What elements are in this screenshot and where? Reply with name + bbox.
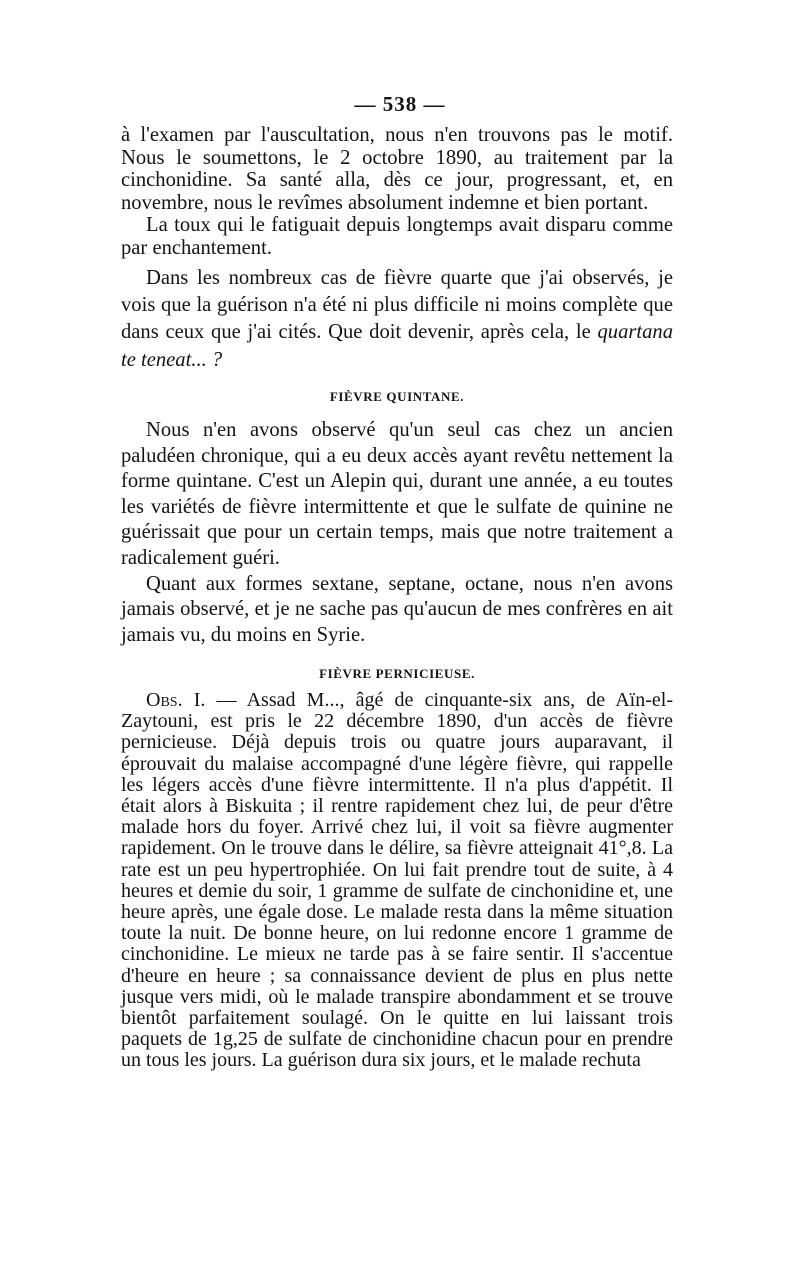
paragraph-other-forms: Quant aux formes sextane, septane, octane, nous n'en avons jamais observé, et je ne sache pas qu'aucun de mes confrères en ait jamais vu, du moins en Syrie. (121, 572, 673, 646)
page-number: — 538 — (354, 92, 446, 116)
paragraph-quintane-case: Nous n'en avons observé qu'un seul cas chez un ancien paludéen chronique, qui a eu deux accès ayant revêtu nettement la forme quintane. C'est un Alepin qui, durant une année, a eu toutes les variétés de fièvre intermittente et que le sulfate de quinine ne guérissait que pour un certain temps, mais que notre traitement a radicalement guéri. (121, 419, 673, 569)
section-heading-quintane: FIÈVRE QUINTANE. (329, 389, 465, 404)
paragraph-toux: La toux qui le fatiguait depuis longtemps avait disparu comme par enchantement. (121, 214, 673, 259)
paragraph-auscultation: à l'examen par l'auscultation, nous n'en trouvons pas le motif. Nous le soumettons, le 2 octobre 1890, au traitement par la cinchonidine. Sa santé alla, dès ce jour, progressant, et, en novembre, nous le revîmes absolument indemne et bien portant. (121, 124, 673, 214)
paragraph-observation (121, 690, 673, 1072)
paragraph-group-continuation (121, 124, 673, 259)
observation-text: — Assad M..., âgé de cinquante-six ans, de Aïn-el-Zaytouni, est pris le 22 décembre 1890, d'un accès de fièvre pernicieuse. Déjà depuis trois ou quatre jours auparavant, il éprouvait du malaise accompagné d'une légère fièvre, qui rappelle les légers accès d'une fièvre intermittente. Il n'a plus d'appétit. Il était alors à Biskuita ; il rentre rapidement chez lui, de peur d'être malade hors du foyer. Arrivé chez lui, il voit sa fièvre augmenter rapidement. On le trouve dans le délire, sa fièvre atteignait 41°,8. La rate est un peu hypertrophiée. On lui fait prendre tout de suite, à 4 heures et demie du soir, 1 gramme de sulfate de cinchonidine et, une heure après, une égale dose. Le malade resta dans la même situation toute la nuit. De bonne heure, on lui redonne encore 1 gramme de cinchonidine. Le mieux ne tarde pas à se faire sentir. Il s'accentue d'heure en heure ; sa connaissance devient de plus en plus nette jusque vers midi, où le malade transpire abondamment et se trouve bientôt parfaitement soulagé. On le quitte en lui laissant trois paquets de 1g,25 de sulfate de cinchonidine chacun pour en prendre un tous les jours. La guérison dura six jours, et le malade rechuta (121, 689, 673, 1072)
quartan-latin-quote: quartana te teneat... ? (121, 321, 673, 371)
paragraph-quartan (121, 265, 673, 374)
section-heading-pernicieuse: FIÈVRE PERNICIEUSE. (319, 666, 475, 681)
paragraph-group-quintane (121, 418, 673, 648)
observation-label: Obs. I. (146, 689, 206, 711)
quartan-text: Dans les nombreux cas de fièvre quarte que j'ai observés, je vois que la guérison n'a été ni plus difficile ni moins complète que dans ceux que j'ai cités. Que doit devenir, après cela, le (121, 267, 673, 344)
